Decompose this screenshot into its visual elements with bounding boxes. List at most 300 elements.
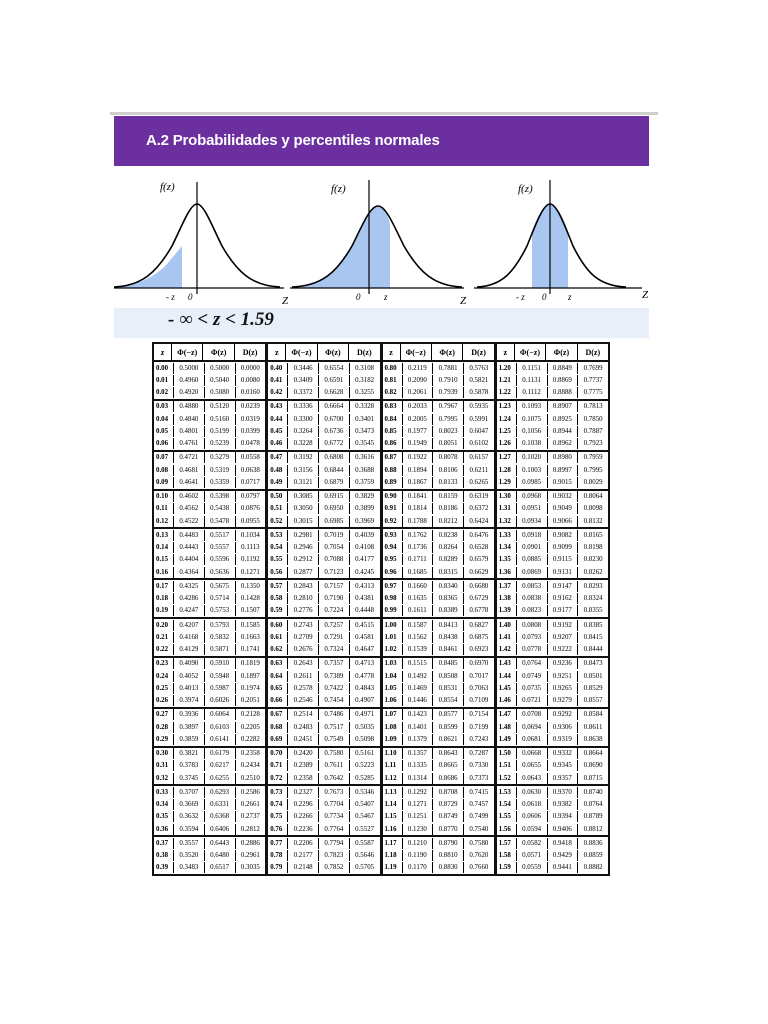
z-value-cell: 0.01 [154, 375, 174, 386]
z-value-cell: 0.47 [268, 452, 288, 463]
probability-cell: 0.6064 [205, 709, 236, 720]
probability-cell: 0.3156 [288, 465, 319, 476]
probability-cell: 0.2051 [240, 697, 260, 705]
probability-cell: 0.7580 [469, 839, 489, 847]
probability-cell: 0.7422 [319, 683, 350, 694]
table-column-group [152, 342, 265, 876]
table-block [383, 619, 494, 656]
table-header-cell: D(z) [356, 347, 372, 357]
table-row [497, 838, 608, 849]
z-value-cell: 1.23 [497, 401, 517, 412]
z-value-cell: 0.55 [268, 554, 288, 565]
probability-cell: 0.4013 [174, 683, 205, 694]
probability-cell: 0.8664 [583, 750, 603, 758]
probability-cell: 0.7620 [469, 852, 489, 860]
table-row [154, 683, 265, 694]
z-value-cell: 1.19 [383, 862, 403, 873]
probability-cell: 0.5239 [205, 438, 236, 449]
table-row [497, 387, 608, 398]
probability-cell: 0.4404 [174, 554, 205, 565]
table-block [154, 748, 265, 785]
probability-cell: 0.1867 [403, 477, 434, 488]
table-row [268, 363, 379, 374]
probability-cell: 0.0630 [517, 787, 548, 798]
probability-cell: 0.4381 [355, 595, 375, 603]
table-row [268, 414, 379, 425]
probability-cell: 0.6629 [469, 568, 489, 576]
x-label-fig3: Z [642, 289, 649, 301]
probability-cell: 0.7063 [469, 684, 489, 692]
z-value-cell: 0.24 [154, 671, 174, 682]
table-row [154, 426, 265, 437]
probability-cell: 0.5080 [205, 387, 236, 398]
probability-cell: 0.1292 [403, 787, 434, 798]
tick-z-2: z [384, 292, 388, 302]
z-value-cell: 0.62 [268, 644, 288, 655]
table-row [497, 581, 608, 592]
table-row [497, 709, 608, 720]
table-row [383, 516, 494, 527]
table-row [154, 824, 265, 835]
probability-cell: 0.1350 [240, 582, 260, 590]
table-row [268, 491, 379, 502]
table-row [383, 620, 494, 631]
z-value-cell: 0.13 [154, 530, 174, 541]
probability-cell: 0.8557 [583, 697, 603, 705]
probability-cell: 0.5596 [205, 554, 236, 565]
table-column-group [383, 342, 494, 876]
probability-cell: 0.5319 [205, 465, 236, 476]
probability-cell: 0.1660 [403, 581, 434, 592]
probability-cell: 0.9147 [548, 581, 579, 592]
probability-cell: 0.8212 [433, 516, 464, 527]
probability-cell: 0.5040 [205, 375, 236, 386]
probability-cell: 0.9251 [548, 671, 579, 682]
probability-cell: 0.4721 [174, 452, 205, 463]
probability-cell: 0.0399 [240, 427, 260, 435]
table-row [497, 620, 608, 631]
table-row [497, 644, 608, 655]
probability-cell: 0.0694 [517, 722, 548, 733]
z-value-cell: 1.04 [383, 671, 403, 682]
table-row [497, 799, 608, 810]
probability-cell: 0.8198 [583, 544, 603, 552]
table-row [268, 620, 379, 631]
table-row [383, 438, 494, 449]
z-value-cell: 1.14 [383, 799, 403, 810]
z-value-cell: 1.36 [497, 567, 517, 578]
probability-cell: 0.1977 [403, 426, 434, 437]
probability-cell: 0.8749 [433, 811, 464, 822]
probability-cell: 0.9207 [548, 632, 579, 643]
probability-cell: 0.3050 [288, 503, 319, 514]
z-value-cell: 0.23 [154, 658, 174, 669]
probability-cell: 0.8980 [548, 452, 579, 463]
probability-cell: 0.9319 [548, 734, 579, 745]
table-row [268, 581, 379, 592]
table-block [383, 748, 494, 785]
z-value-cell: 1.28 [497, 465, 517, 476]
table-header-cell: D(z) [242, 347, 258, 357]
probability-cell: 0.8355 [583, 607, 603, 615]
z-value-cell: 0.63 [268, 658, 288, 669]
probability-cell: 0.2810 [288, 593, 319, 604]
probability-cell: 0.8888 [548, 387, 579, 398]
probability-cell: 0.1210 [403, 838, 434, 849]
z-value-cell: 1.11 [383, 760, 403, 771]
z-value-cell: 0.10 [154, 491, 174, 502]
probability-cell: 0.3669 [174, 799, 205, 810]
probability-cell: 0.7154 [469, 711, 489, 719]
probability-cell: 0.9049 [548, 503, 579, 514]
z-value-cell: 0.59 [268, 605, 288, 616]
probability-cell: 0.9265 [548, 683, 579, 694]
z-value-cell: 0.06 [154, 438, 174, 449]
z-value-cell: 0.86 [383, 438, 403, 449]
table-row [268, 748, 379, 759]
table-row [154, 722, 265, 733]
probability-cell: 0.0681 [517, 734, 548, 745]
table-row [154, 632, 265, 643]
top-rule [110, 112, 658, 115]
table-row [497, 363, 608, 374]
probability-cell: 0.4448 [355, 607, 375, 615]
z-value-cell: 0.51 [268, 503, 288, 514]
table-row [268, 799, 379, 810]
table-row [268, 503, 379, 514]
normal-curve-figures [112, 176, 657, 308]
table-row [154, 862, 265, 873]
table-row [497, 426, 608, 437]
probability-cell: 0.0968 [517, 491, 548, 502]
probability-cell: 0.4039 [355, 531, 375, 539]
figure-middle [460, 180, 649, 307]
probability-cell: 0.1251 [403, 811, 434, 822]
probability-cell: 0.3969 [355, 517, 375, 525]
table-row [154, 503, 265, 514]
probability-cell: 0.0823 [517, 605, 548, 616]
z-value-cell: 1.25 [497, 426, 517, 437]
z-value-cell: 0.38 [154, 850, 174, 861]
z-value-cell: 1.13 [383, 787, 403, 798]
probability-cell: 0.5675 [205, 581, 236, 592]
probability-cell: 0.9032 [548, 491, 579, 502]
z-value-cell: 1.20 [497, 363, 517, 374]
table-row [497, 787, 608, 798]
z-value-cell: 1.42 [497, 644, 517, 655]
z-value-cell: 0.67 [268, 709, 288, 720]
probability-cell: 0.5987 [205, 683, 236, 694]
table-row [383, 787, 494, 798]
z-value-cell: 0.83 [383, 401, 403, 412]
probability-cell: 0.6406 [205, 824, 236, 835]
table-header-cell: Φ(z) [432, 344, 463, 360]
probability-cell: 0.1075 [517, 414, 548, 425]
probability-cell: 0.6368 [205, 811, 236, 822]
table-block [497, 491, 608, 528]
z-value-cell: 0.28 [154, 722, 174, 733]
probability-cell: 0.9332 [548, 748, 579, 759]
z-value-cell: 1.00 [383, 620, 403, 631]
table-row [383, 593, 494, 604]
table-header-row [268, 344, 379, 360]
probability-cell: 0.9357 [548, 773, 579, 784]
probability-cell: 0.0582 [517, 838, 548, 849]
probability-cell: 0.0594 [517, 824, 548, 835]
table-block [154, 580, 265, 617]
table-row [383, 503, 494, 514]
z-value-cell: 0.34 [154, 799, 174, 810]
x-label-fig1: Z [282, 295, 289, 307]
table-row [154, 465, 265, 476]
probability-cell: 0.1192 [241, 556, 260, 564]
probability-cell: 0.3859 [174, 734, 205, 745]
fy-label-1: f(z) [160, 181, 175, 193]
probability-cell: 0.5763 [469, 364, 489, 372]
probability-cell: 0.3328 [355, 403, 375, 411]
probability-cell: 0.7910 [433, 375, 464, 386]
probability-cell: 0.7199 [469, 723, 489, 731]
table-row [497, 748, 608, 759]
probability-cell: 0.9406 [548, 824, 579, 835]
probability-cell: 0.9115 [548, 554, 579, 565]
probability-cell: 0.7457 [469, 801, 489, 809]
probability-cell: 0.7734 [319, 811, 350, 822]
probability-cell: 0.4286 [174, 593, 205, 604]
probability-cell: 0.3264 [288, 426, 319, 437]
z-value-cell: 1.12 [383, 773, 403, 784]
probability-cell: 0.7794 [319, 838, 350, 849]
probability-cell: 0.8849 [548, 363, 579, 374]
table-header-cell: Φ(z) [546, 344, 577, 360]
probability-cell: 0.8098 [583, 505, 603, 513]
table-row [497, 632, 608, 643]
table-row [497, 477, 608, 488]
probability-cell: 0.6293 [205, 787, 236, 798]
probability-cell: 0.7923 [583, 440, 603, 448]
probability-cell: 0.2886 [240, 839, 260, 847]
z-value-cell: 1.49 [497, 734, 517, 745]
probability-cell: 0.4168 [174, 632, 205, 643]
z-value-cell: 0.82 [383, 387, 403, 398]
probability-cell: 0.2119 [403, 363, 434, 374]
table-row [268, 787, 379, 798]
table-row [154, 530, 265, 541]
table-row [268, 375, 379, 386]
probability-cell: 0.9345 [548, 760, 579, 771]
table-header-cell: z [497, 344, 515, 360]
z-value-cell: 0.85 [383, 426, 403, 437]
table-row [383, 799, 494, 810]
probability-cell: 0.1736 [403, 542, 434, 553]
table-header-row [383, 344, 494, 360]
probability-cell: 0.9162 [548, 593, 579, 604]
probability-cell: 0.6808 [319, 452, 350, 463]
probability-cell: 0.0643 [517, 773, 548, 784]
table-row [497, 438, 608, 449]
z-value-cell: 0.73 [268, 787, 288, 798]
z-value-cell: 1.29 [497, 477, 517, 488]
table-block [268, 580, 379, 617]
probability-cell: 0.2510 [240, 774, 260, 782]
table-row [154, 375, 265, 386]
tick-z-3: z [568, 292, 572, 302]
probability-cell: 0.2358 [288, 773, 319, 784]
probability-cell: 0.8078 [433, 452, 464, 463]
z-value-cell: 1.27 [497, 452, 517, 463]
probability-cell: 0.1585 [240, 621, 260, 629]
table-row [383, 414, 494, 425]
table-row [268, 760, 379, 771]
table-row [383, 695, 494, 706]
z-value-cell: 1.31 [497, 503, 517, 514]
probability-cell: 0.3707 [174, 787, 205, 798]
z-value-cell: 0.36 [154, 824, 174, 835]
probability-cell: 0.1469 [403, 683, 434, 694]
probability-cell: 0.6950 [319, 503, 350, 514]
z-value-cell: 1.37 [497, 581, 517, 592]
table-row [154, 567, 265, 578]
table-block [154, 709, 265, 746]
table-row [497, 503, 608, 514]
z-value-cell: 1.47 [497, 709, 517, 720]
probability-cell: 0.2912 [288, 554, 319, 565]
table-block [383, 452, 494, 489]
table-block [154, 491, 265, 528]
probability-cell: 0.1562 [403, 632, 434, 643]
probability-cell: 0.6528 [469, 544, 489, 552]
probability-cell: 0.8165 [583, 531, 603, 539]
table-row [268, 838, 379, 849]
probability-cell: 0.4681 [174, 465, 205, 476]
probability-cell: 0.6579 [469, 556, 489, 564]
probability-cell: 0.4313 [355, 582, 375, 590]
probability-cell: 0.0319 [240, 415, 260, 423]
probability-cell: 0.0080 [240, 376, 260, 384]
table-block [383, 491, 494, 528]
left-tail-shade [114, 246, 182, 288]
probability-cell: 0.8830 [433, 862, 464, 873]
probability-cell: 0.6736 [319, 426, 350, 437]
probability-cell: 0.4247 [174, 605, 205, 616]
probability-cell: 0.7054 [319, 542, 350, 553]
probability-cell: 0.9279 [548, 695, 579, 706]
probability-cell: 0.1539 [403, 644, 434, 655]
table-block [154, 837, 265, 874]
z-value-cell: 0.30 [154, 748, 174, 759]
probability-cell: 0.3446 [288, 363, 319, 374]
probability-cell: 0.5161 [355, 750, 375, 758]
table-block [497, 837, 608, 874]
probability-cell: 0.6772 [319, 438, 350, 449]
z-value-cell: 0.27 [154, 709, 174, 720]
probability-cell: 0.3974 [174, 695, 205, 706]
probability-cell: 0.5832 [205, 632, 236, 643]
figure-left-tail [114, 181, 284, 302]
probability-cell: 0.8106 [433, 465, 464, 476]
table-row [497, 465, 608, 476]
table-row [383, 632, 494, 643]
probability-cell: 0.3192 [288, 452, 319, 463]
table-row [383, 658, 494, 669]
probability-cell: 0.7373 [469, 774, 489, 782]
probability-cell: 0.8238 [433, 530, 464, 541]
z-value-cell: 1.50 [497, 748, 517, 759]
probability-cell: 0.8577 [433, 709, 464, 720]
probability-cell: 0.8790 [433, 838, 464, 849]
table-row [154, 491, 265, 502]
z-value-cell: 1.18 [383, 850, 403, 861]
probability-cell: 0.7852 [319, 862, 350, 873]
probability-cell: 0.0606 [517, 811, 548, 822]
table-row [268, 426, 379, 437]
table-row [268, 605, 379, 616]
probability-cell: 0.3085 [288, 491, 319, 502]
table-block [497, 529, 608, 578]
z-value-cell: 0.57 [268, 581, 288, 592]
probability-cell: 0.0797 [240, 493, 260, 501]
probability-cell: 0.7017 [469, 672, 489, 680]
table-row [497, 401, 608, 412]
probability-cell: 0.3545 [355, 440, 375, 448]
probability-cell: 0.3372 [288, 387, 319, 398]
probability-cell: 0.1190 [403, 850, 434, 861]
table-block [268, 491, 379, 528]
z-value-cell: 0.87 [383, 452, 403, 463]
z-value-cell: 0.96 [383, 567, 403, 578]
probability-cell: 0.4647 [355, 646, 375, 654]
probability-cell: 0.1230 [403, 824, 434, 835]
probability-cell: 0.0239 [240, 403, 260, 411]
probability-cell: 0.4581 [355, 633, 375, 641]
table-block [154, 401, 265, 450]
z-value-cell: 0.79 [268, 862, 288, 873]
probability-cell: 0.2586 [240, 788, 260, 796]
probability-cell: 0.3897 [174, 722, 205, 733]
probability-cell: 0.6517 [205, 862, 236, 873]
probability-cell: 0.1741 [240, 646, 260, 654]
table-row [268, 658, 379, 669]
z-value-cell: 0.05 [154, 426, 174, 437]
z-value-cell: 0.95 [383, 554, 403, 565]
probability-cell: 0.2709 [288, 632, 319, 643]
probability-cell: 0.1515 [403, 658, 434, 669]
z-value-cell: 0.91 [383, 503, 403, 514]
probability-cell: 0.8869 [548, 375, 579, 386]
z-value-cell: 0.29 [154, 734, 174, 745]
probability-cell: 0.8729 [433, 799, 464, 810]
probability-cell: 0.5279 [205, 452, 236, 463]
z-value-cell: 0.35 [154, 811, 174, 822]
table-row [154, 605, 265, 616]
probability-cell: 0.7939 [433, 387, 464, 398]
probability-cell: 0.4090 [174, 658, 205, 669]
z-value-cell: 1.01 [383, 632, 403, 643]
table-row [497, 593, 608, 604]
z-value-cell: 0.42 [268, 387, 288, 398]
probability-cell: 0.0778 [517, 644, 548, 655]
probability-cell: 0.2206 [288, 838, 319, 849]
probability-cell: 0.9441 [548, 862, 579, 873]
probability-cell: 0.9370 [548, 787, 579, 798]
probability-cell: 0.0655 [517, 760, 548, 771]
table-row [154, 401, 265, 412]
probability-cell: 0.0918 [517, 530, 548, 541]
table-row [268, 683, 379, 694]
z-value-cell: 0.80 [383, 363, 403, 374]
probability-cell: 0.1949 [403, 438, 434, 449]
probability-cell: 0.9394 [548, 811, 579, 822]
